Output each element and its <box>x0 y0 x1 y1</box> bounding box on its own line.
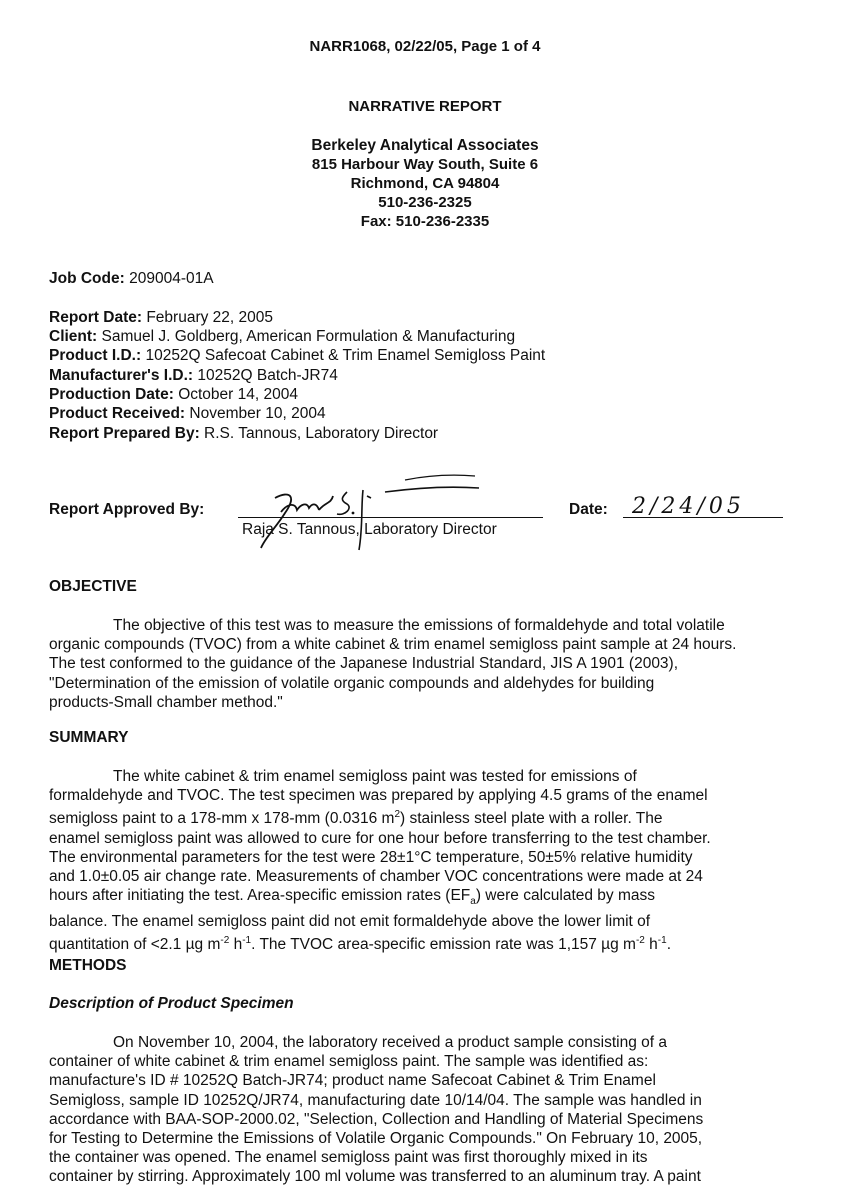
summary-heading: SUMMARY <box>49 729 129 746</box>
product-id-value: 10252Q Safecoat Cabinet & Trim Enamel Semigloss Paint <box>145 347 546 364</box>
summary-line: The white cabinet & trim enamel semigloss paint was tested for emissions of <box>113 768 637 785</box>
job-code-value: 209004-01A <box>129 270 214 287</box>
summary-line: and 1.0±0.05 air change rate. Measurements of chamber VOC concentrations were made at 24 <box>49 868 703 886</box>
client-label: Client: <box>49 328 98 345</box>
handwritten-signature <box>235 468 485 553</box>
page-reference: NARR1068, 02/22/05, Page 1 of 4 <box>309 38 541 55</box>
summary-line: balance. The enamel semigloss paint did not emit formaldehyde above the lower limit of <box>49 912 651 930</box>
prepared-by-row <box>49 425 438 443</box>
address-line-2: Richmond, CA 94804 <box>350 175 500 192</box>
methods-line: Semigloss, sample ID 10252Q/JR74, manufacturing date 10/14/04. The sample was handled in <box>49 1091 702 1109</box>
manufacturer-id-label: Manufacturer's I.D.: <box>49 367 194 384</box>
objective-line: The objective of this test was to measure the emissions of formaldehyde and total volatile <box>113 617 725 634</box>
report-date-value: February 22, 2005 <box>146 309 273 326</box>
summary-paragraph <box>49 767 844 954</box>
address-line-1: 815 Harbour Way South, Suite 6 <box>311 156 539 173</box>
production-date-label: Production Date: <box>49 386 174 403</box>
product-received-label: Product Received: <box>49 405 186 422</box>
prepared-by-label: Report Prepared By: <box>49 425 200 442</box>
methods-line: manufacture's ID # 10252Q Batch-JR74; product name Safecoat Cabinet & Trim Enamel <box>49 1072 656 1090</box>
prepared-by-value: R.S. Tannous, Laboratory Director <box>204 425 439 442</box>
methods-line: On November 10, 2004, the laboratory received a product sample consisting of a <box>113 1034 668 1051</box>
methods-line: for Testing to Determine the Emissions of Volatile Organic Compounds." On February 10, 2005, <box>49 1130 703 1148</box>
methods-paragraph <box>49 1033 844 1187</box>
objective-heading: OBJECTIVE <box>49 578 137 595</box>
report-title: NARRATIVE REPORT <box>348 98 502 115</box>
approver-name: Raja S. Tannous, Laboratory Director <box>242 521 497 538</box>
client-row <box>49 328 515 346</box>
organization-name: Berkeley Analytical Associates <box>311 137 539 154</box>
handwritten-date: 2/24/05 <box>632 494 745 519</box>
manufacturer-id-row <box>49 367 338 385</box>
methods-line: container by stirring. Approximately 100 ml volume was transferred to an aluminum tray. A paint <box>49 1168 701 1186</box>
summary-line: quantitation of <2.1 µg $m^{-2}$ $h^{-1}$. The TVOC area-specific emission rate was 1,157 µg $m^{-2}$ $h^{-1}$. <box>49 934 672 954</box>
production-date-row <box>49 386 298 404</box>
summary-line: hours after initiating the test. Area-specific emission rates $(EF_a)$ were calculated by mass <box>49 887 656 908</box>
methods-line: container of white cabinet & trim enamel semigloss paint. The sample was identified as: <box>49 1053 649 1071</box>
product-received-row <box>49 405 326 423</box>
approval-date-label: Date: <box>569 501 608 518</box>
summary-line: The environmental parameters for the test were 28±1°C temperature, 50±5% relative humidity <box>49 848 693 866</box>
client-value: Samuel J. Goldberg, American Formulation & Manufacturing <box>101 328 516 345</box>
manufacturer-id-value: 10252Q Batch-JR74 <box>197 367 338 384</box>
approved-by-label: Report Approved By: <box>49 501 205 518</box>
summary-line: semigloss paint to a 178-mm x 178-mm (0.0316 $m^2$) stainless steel plate with a roller. The <box>49 809 663 828</box>
product-id-label: Product I.D.: <box>49 347 142 364</box>
product-received-value: November 10, 2004 <box>189 405 326 422</box>
objective-line: "Determination of the emission of volatile organic compounds and aldehydes for building <box>49 674 655 692</box>
objective-line: products-Small chamber method." <box>49 693 283 711</box>
report-date-label: Report Date: <box>49 309 143 326</box>
objective-line: organic compounds (TVOC) from a white cabinet & trim enamel semigloss paint sample at 24 hours. <box>49 636 737 654</box>
job-code-label: Job Code: <box>49 270 125 287</box>
methods-line: accordance with BAA-SOP-2000.02, "Selection, Collection and Handling of Material Specimens <box>49 1110 704 1128</box>
production-date-value: October 14, 2004 <box>178 386 298 403</box>
methods-heading: METHODS <box>49 957 127 974</box>
summary-line: formaldehyde and TVOC. The test specimen was prepared by applying 4.5 grams of the enamel <box>49 787 708 805</box>
methods-subheading: Description of Product Specimen <box>49 995 294 1012</box>
objective-paragraph <box>49 616 844 712</box>
phone-number: 510-236-2325 <box>378 194 472 211</box>
report-date-row <box>49 309 273 327</box>
job-code-row <box>49 270 214 288</box>
summary-line: enamel semigloss paint was allowed to cure for one hour before transferring to the test chamber. <box>49 829 711 847</box>
product-id-row <box>49 347 545 365</box>
methods-line: the container was opened. The enamel semigloss paint was first thoroughly mixed in its <box>49 1149 648 1167</box>
objective-line: The test conformed to the guidance of the Japanese Industrial Standard, JIS A 1901 (2003), <box>49 655 679 673</box>
fax-number: Fax: 510-236-2335 <box>360 213 490 230</box>
